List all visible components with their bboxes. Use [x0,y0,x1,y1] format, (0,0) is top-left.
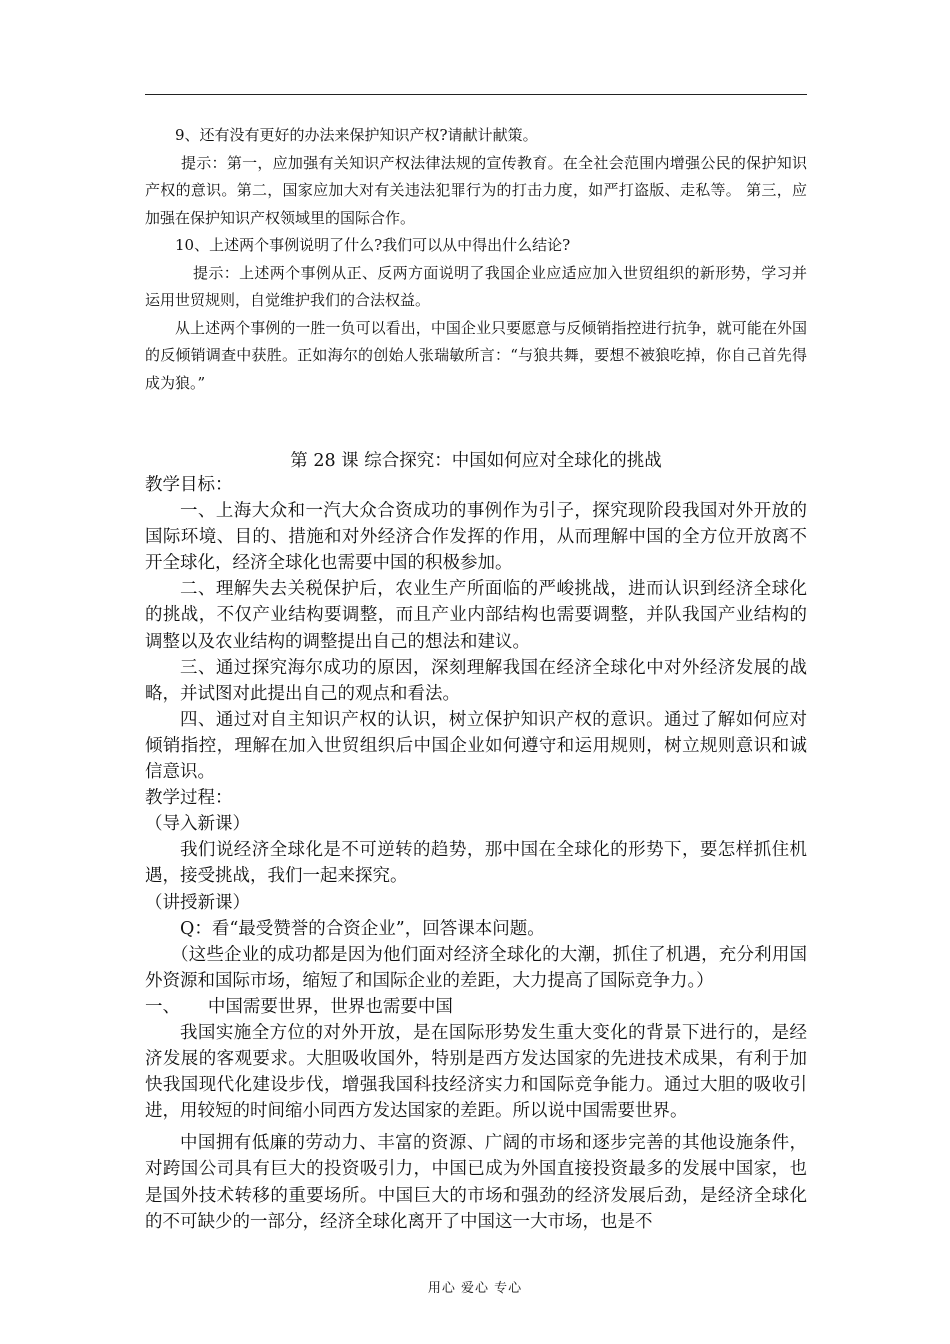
lesson-28-section [145,472,807,1235]
goal-4: 四、通过对自主知识产权的认识，树立保护知识产权的意识。通过了解如何应对倾销指控，理解在加入世贸组织后中国企业如何遵守和运用规则，树立规则意识和诚信意识。 [145,709,807,783]
intro-paragraph: 我们说经济全球化是不可逆转的趋势，那中国在全球化的形势下，要怎样抓住机遇，接受挑战，我们一起来探究。 [145,840,807,887]
question-prompt: Q：看“最受赞誉的合资企业”，回答课本问题。 [180,918,545,939]
body-paragraph-2: 中国拥有低廉的劳动力、丰富的资源、广阔的市场和逐步完善的其他设施条件，对跨国公司具有巨大的投资吸引力，中国已成为外国直接投资最多的发展中国家，也是国外技术转移的重要场所。中国巨大的市场和强劲的经济发展后劲，是经济全球化的不可缺少的一部分，经济全球化离开了中国这一大市场，也是不 [145,1133,807,1232]
teaching-goals-label: 教学目标： [145,475,233,495]
answer-paragraph: （这些企业的成功都是因为他们面对经济全球化的大潮，抓住了机遇，充分利用国外资源和国际市场，缩短了和国际企业的差距，大力提高了国际竞争力。） [145,944,807,991]
question-9: 9、还有没有更好的办法来保护知识产权?请献计献策。 [175,126,538,144]
conclusion-paragraph: 从上述两个事例的一胜一负可以看出，中国企业只要愿意与反倾销指控进行抗争，就可能在外国的反倾销调查中获胜。正如海尔的创始人张瑞敏所言：“与狼共舞，要想不被狼吃掉，你自己首先得成为狼。” [145,318,807,392]
page-footer: 用心 爱心 专心 [427,1281,523,1296]
teaching-process-label: 教学过程： [145,788,233,809]
teaching-label: （讲授新课） [145,892,250,913]
hint-10: 提示：上述两个事例从正、反两方面说明了我国企业应适应加入世贸组织的新形势，学习并运用世贸规则，自觉维护我们的合法权益。 [145,263,807,309]
goal-2: 二、理解失去关税保护后，农业生产所面临的严峻挑战，进而认识到经济全球化的挑战，不仅产业结构要调整，而且产业内部结构也需要调整，并队我国产业结构的调整以及农业结构的调整提出自己的想法和建议。 [145,579,807,652]
hint-9: 提示：第一，应加强有关知识产权法律法规的宣传教育。在全社会范围内增强公民的保护知识产权的意识。第二，国家应加大对有关违法犯罪行为的打击力度，如严打盗版、走私等。 第三，应加强在保护知识产权领域里的国际合作。 [145,153,807,227]
previous-lesson-section [145,122,807,397]
lesson-title: 第 28 课 综合探究：中国如何应对全球化的挑战 [290,451,662,471]
question-10: 10、上述两个事例说明了什么?我们可以从中得出什么结论? [175,236,571,254]
section-heading-1: 一、 中国需要世界，世界也需要中国 [145,996,453,1017]
header-rule [145,94,807,95]
body-paragraph-1: 我国实施全方位的对外开放，是在国际形势发生重大变化的背景下进行的，是经济发展的客观要求。大胆吸收国外，特别是西方发达国家的先进技术成果，有利于加快我国现代化建设步伐，增强我国科技经济实力和国际竞争能力。通过大胆的吸收引进，用较短的时间缩小同西方发达国家的差距。所以说中国需要世界。 [145,1022,807,1122]
goal-1: 一、上海大众和一汽大众合资成功的事例作为引子，探究现阶段我国对外开放的国际环境、目的、措施和对外经济合作发挥的作用，从而理解中国的全方位开放离不开全球化，经济全球化也需要中国的积极参加。 [145,501,807,574]
goal-3: 三、通过探究海尔成功的原因，深刻理解我国在经济全球化中对外经济发展的战略，并试图对此提出自己的观点和看法。 [145,657,807,704]
intro-label: （导入新课） [145,814,250,835]
